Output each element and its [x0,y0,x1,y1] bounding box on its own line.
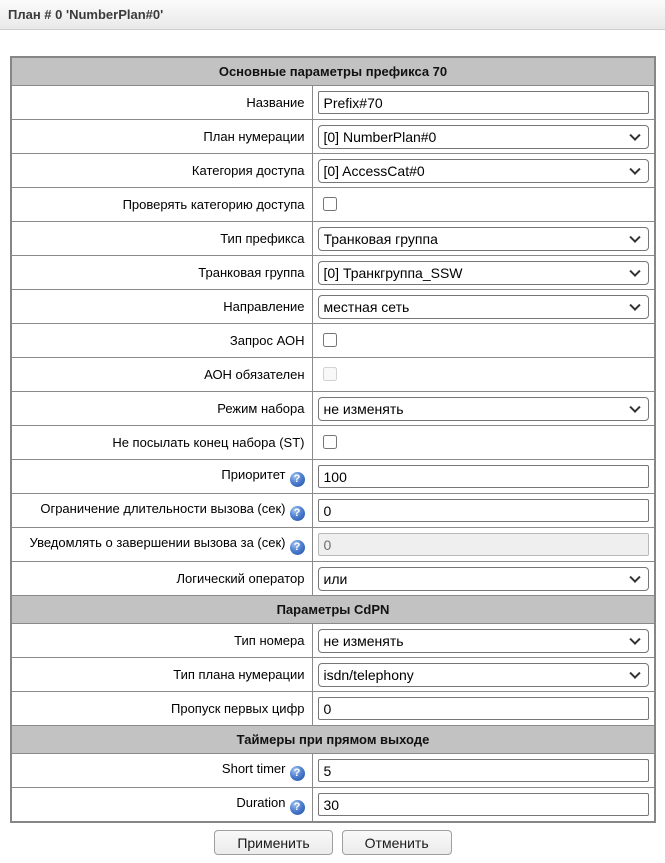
form-row [11,692,655,726]
form-table-body [11,57,655,822]
page-title-bar [0,0,665,30]
section-header-row [11,726,655,754]
apply-button[interactable]: Применить [214,830,332,855]
form-row [11,120,655,154]
select-input[interactable] [318,629,650,653]
field-label: Приоритет [221,466,286,482]
field-input-cell [312,754,655,788]
select-wrap [318,159,650,183]
select-wrap [318,567,650,591]
field-input-cell [312,188,655,222]
form-row [11,788,655,823]
text-input[interactable] [318,91,650,114]
field-label-cell [11,324,312,358]
field-input-cell [312,392,655,426]
field-input-cell [312,658,655,692]
select-input[interactable] [318,295,650,319]
cancel-button[interactable]: Отменить [342,830,452,855]
form-row [11,460,655,494]
form-row [11,426,655,460]
field-label: АОН обязателен [204,367,305,382]
field-label: Тип плана нумерации [173,667,305,682]
field-label-cell [11,494,312,528]
field-label-cell [11,562,312,596]
field-input-cell [312,256,655,290]
field-label-cell [11,460,312,494]
field-label: План нумерации [203,129,305,144]
help-icon[interactable]: ? [290,506,305,521]
select-input[interactable] [318,663,650,687]
checkbox-input[interactable] [323,197,337,211]
select-wrap [318,629,650,653]
select-wrap [318,227,650,251]
field-label: Не посылать конец набора (ST) [112,435,305,450]
field-label: Транковая группа [198,265,305,280]
checkbox-input[interactable] [323,435,337,449]
field-label-cell [11,426,312,460]
field-input-cell [312,86,655,120]
select-wrap [318,663,650,687]
field-label: Режим набора [217,401,305,416]
field-label-cell [11,120,312,154]
field-label-cell [11,754,312,788]
field-label-cell [11,188,312,222]
field-input-cell [312,358,655,392]
field-input-cell [312,426,655,460]
field-input-cell [312,222,655,256]
form-row [11,392,655,426]
field-label-cell [11,658,312,692]
form-row [11,658,655,692]
field-label: Запрос АОН [229,333,305,348]
select-input[interactable] [318,125,650,149]
form-row [11,494,655,528]
prefix-form-table [10,56,656,823]
field-label-cell [11,86,312,120]
form-row [11,754,655,788]
field-label-cell [11,290,312,324]
field-label: Проверять категорию доступа [122,197,305,212]
select-wrap [318,397,650,421]
section-header-row [11,596,655,624]
section-header: Таймеры при прямом выходе [11,726,655,754]
field-label: Уведомлять о завершении вызова за (сек) [29,534,286,550]
field-label-cell [11,692,312,726]
field-input-cell [312,788,655,823]
text-input[interactable] [318,759,650,782]
form-row [11,624,655,658]
field-label: Short timer [221,760,286,776]
field-input-cell [312,154,655,188]
form-row [11,222,655,256]
text-input[interactable] [318,465,650,488]
select-input[interactable] [318,397,650,421]
form-row [11,324,655,358]
field-input-cell [312,290,655,324]
field-label-cell [11,528,312,562]
checkbox-input [323,367,337,381]
field-input-cell [312,120,655,154]
form-row [11,528,655,562]
field-label: Тип номера [234,633,305,648]
select-wrap [318,261,650,285]
field-label-cell [11,624,312,658]
form-row [11,256,655,290]
field-label-cell [11,358,312,392]
text-input [318,533,650,556]
field-label: Название [246,95,305,110]
field-input-cell [312,562,655,596]
field-label-cell [11,222,312,256]
field-input-cell [312,624,655,658]
field-label: Тип префикса [220,231,305,246]
field-label: Ограничение длительности вызова (сек) [40,500,286,516]
field-input-cell [312,528,655,562]
text-input[interactable] [318,499,650,522]
help-icon[interactable]: ? [290,800,305,815]
button-row [10,830,656,863]
field-label-cell [11,256,312,290]
field-label: Категория доступа [191,163,305,178]
field-input-cell [312,494,655,528]
text-input[interactable] [318,793,650,816]
field-input-cell [312,460,655,494]
form-row [11,562,655,596]
section-header: Основные параметры префикса 70 [11,57,655,86]
field-label: Логический оператор [176,571,305,586]
field-label-cell [11,154,312,188]
page-title: План # 0 'NumberPlan#0' [8,7,164,22]
field-input-cell [312,324,655,358]
form-row [11,290,655,324]
field-label: Направление [223,299,305,314]
help-icon[interactable]: ? [290,540,305,555]
section-header: Параметры CdPN [11,596,655,624]
form-row [11,358,655,392]
text-input[interactable] [318,697,650,720]
field-label-cell [11,392,312,426]
select-wrap [318,125,650,149]
section-header-row [11,57,655,86]
select-input[interactable] [318,159,650,183]
field-label: Пропуск первых цифр [171,701,305,716]
select-wrap [318,295,650,319]
form-row [11,86,655,120]
select-input[interactable] [318,261,650,285]
form-row [11,154,655,188]
field-label-cell [11,788,312,823]
checkbox-input[interactable] [323,333,337,347]
select-input[interactable] [318,227,650,251]
help-icon[interactable]: ? [290,766,305,781]
field-label: Duration [236,794,286,810]
help-icon[interactable]: ? [290,472,305,487]
select-input[interactable] [318,567,650,591]
field-input-cell [312,692,655,726]
form-row [11,188,655,222]
